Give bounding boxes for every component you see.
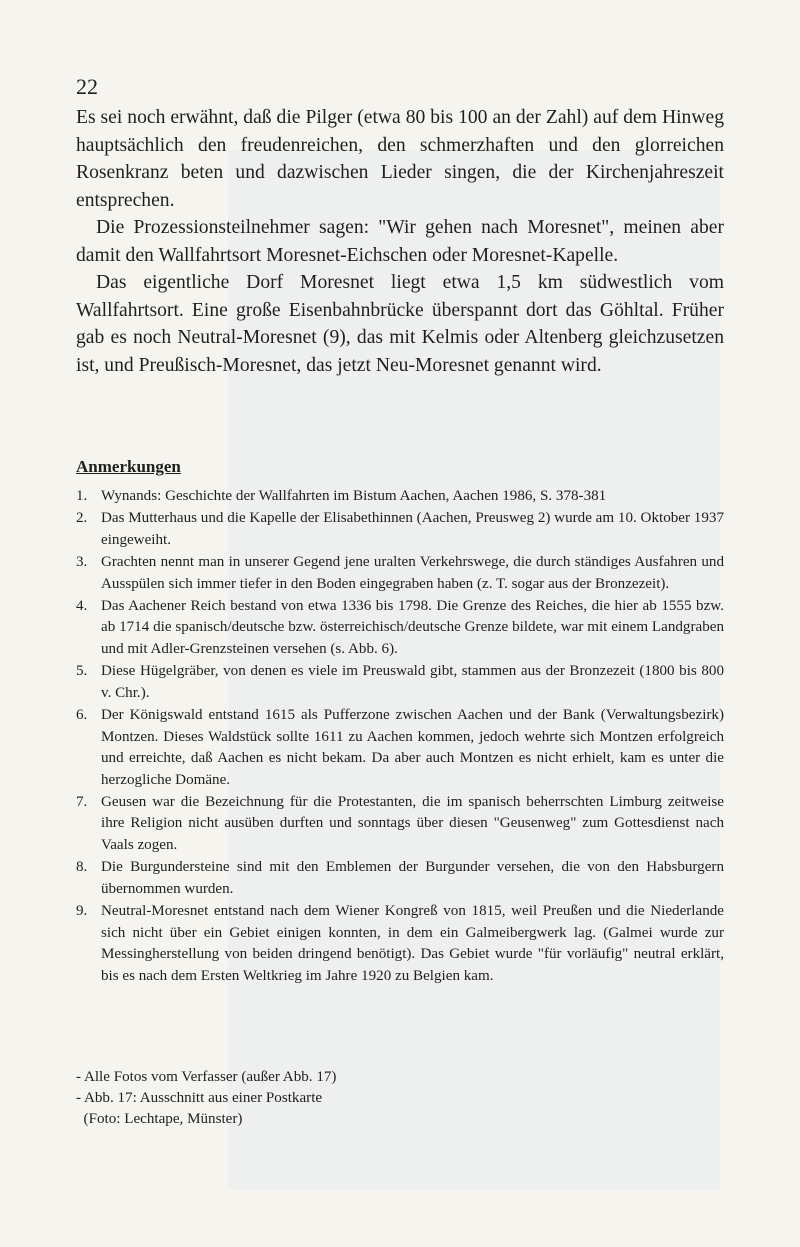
note-item bbox=[76, 508, 724, 551]
note-text: Grachten nennt man in unserer Gegend jene uralten Verkehrswege, die durch ständiges Ausfahren und Ausspülen sich immer tiefer in den Boden eingegraben haben (z. T. sogar aus der Bronzezeit). bbox=[101, 553, 724, 592]
note-item bbox=[76, 792, 724, 857]
note-text: Geusen war die Bezeichnung für die Protestanten, die im spanisch beherrschten Limburg zeitweise ihre Religion nicht ausüben durften und sonntags über diesen "Geusenweg" zum Gottesdienst nach Vaals zogen. bbox=[101, 793, 724, 854]
note-number: 8. bbox=[76, 859, 88, 876]
note-number: 1. bbox=[76, 488, 88, 504]
note-text: Wynands: Geschichte der Wallfahrten im Bistum Aachen, Aachen 1986, S. 378-381 bbox=[101, 488, 607, 504]
credit-line: - Abb. 17: Ausschnitt aus einer Postkarte bbox=[76, 1090, 323, 1106]
note-text: Die Burgundersteine sind mit den Emblemen der Burgunder versehen, die von den Habsburgern übernommen wurden. bbox=[101, 859, 724, 897]
note-text: Das Aachener Reich bestand von etwa 1336 bis 1798. Die Grenze des Reiches, die hier ab 1555 bzw. ab 1714 die spanisch/deutsche bzw. österreichisch/deutsche Grenze bildete, war mit einem Landgraben und mit Adler-Grenzsteinen versehen (s. Abb. 6). bbox=[101, 597, 724, 657]
note-number: 6. bbox=[76, 706, 88, 723]
note-number: 4. bbox=[76, 597, 88, 614]
note-number: 5. bbox=[76, 663, 88, 680]
note-text: Der Königswald entstand 1615 als Pufferzone zwischen Aachen und der Bank (Verwaltungsbezirk) Montzen. Dieses Waldstück sollte 1611 zu Aachen kommen, jedoch wehrte sich Montzen erfolgreich und erreichte, daß Aachen es nicht bekam. Da aber auch Montzen es nicht erhielt, kam es unter die herzogliche Domäne. bbox=[101, 706, 724, 788]
note-text: Diese Hügelgräber, von denen es viele im Preuswald gibt, stammen aus der Bronzezeit (1800 bis 800 v. Chr.). bbox=[101, 663, 724, 701]
body-text bbox=[76, 104, 724, 379]
note-item bbox=[76, 596, 724, 661]
note-item bbox=[76, 661, 724, 704]
note-item bbox=[76, 901, 724, 987]
note-number: 9. bbox=[76, 903, 88, 920]
page-number: 22 bbox=[76, 74, 98, 99]
credit-line: - Alle Fotos vom Verfasser (außer Abb. 17) bbox=[76, 1069, 337, 1085]
note-item bbox=[76, 857, 724, 900]
photo-credits bbox=[76, 1067, 336, 1130]
note-item bbox=[76, 486, 724, 508]
credit-line: (Foto: Lechtape, Münster) bbox=[76, 1111, 243, 1127]
notes-list bbox=[76, 486, 724, 988]
note-text: Neutral-Moresnet entstand nach dem Wiener Kongreß von 1815, weil Preußen und die Niederlande sich nicht über ein Gebiet einigen konnten, in dem ein Galmeibergwerk lag. (Galmei wurde zur Messingherstellung von beiden dringend benötigt). Das Gebiet wurde "für vorläufig" neutral erklärt, bis es nach dem Ersten Weltkrieg im Jahre 1920 zu Belgien kam. bbox=[101, 903, 724, 984]
note-text: Das Mutterhaus und die Kapelle der Elisabethinnen (Aachen, Preusweg 2) wurde am 10. Oktober 1937 eingeweiht. bbox=[101, 510, 724, 548]
note-number: 2. bbox=[76, 510, 88, 527]
paragraph-3: Das eigentliche Dorf Moresnet liegt etwa 1,5 km südwestlich vom Wallfahrtsort. Eine große Eisenbahnbrücke überspannt dort das Göhltal. Früher gab es noch Neutral-Moresnet (9), das mit Kelmis oder Altenberg gleichzusetzen ist, und Preußisch-Moresnet, das jetzt Neu-Moresnet genannt wird. bbox=[76, 272, 724, 376]
paragraph-2: Die Prozessionsteilnehmer sagen: "Wir gehen nach Moresnet", meinen aber damit den Wallfahrtsort Moresnet-Eichschen oder Moresnet-Kapelle. bbox=[76, 217, 724, 266]
notes-heading: Anmerkungen bbox=[76, 457, 181, 476]
note-item bbox=[76, 705, 724, 791]
note-number: 3. bbox=[76, 553, 88, 570]
note-number: 7. bbox=[76, 793, 88, 810]
note-item bbox=[76, 552, 724, 595]
paragraph-1: Es sei noch erwähnt, daß die Pilger (etwa 80 bis 100 an der Zahl) auf dem Hinweg hauptsächlich den freudenreichen, den schmerzhaften und den glorreichen Rosenkranz beten und dazwischen Lieder singen, die der Kirchenjahreszeit entsprechen. bbox=[76, 107, 724, 211]
